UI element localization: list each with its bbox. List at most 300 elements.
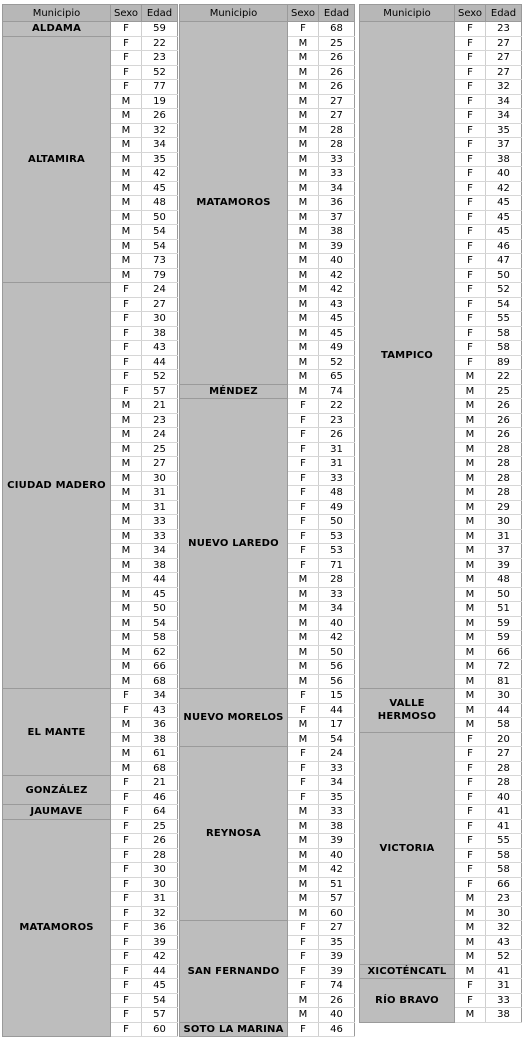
sexo-cell: M bbox=[111, 428, 142, 443]
edad-cell: 54 bbox=[142, 225, 178, 240]
edad-cell: 28 bbox=[486, 442, 522, 457]
edad-cell: 39 bbox=[319, 834, 355, 849]
sexo-cell: F bbox=[455, 65, 486, 80]
municipio-cell: MATAMOROS bbox=[3, 819, 111, 1037]
sexo-cell: M bbox=[288, 660, 319, 675]
sexo-cell: M bbox=[288, 863, 319, 878]
sexo-cell: F bbox=[288, 22, 319, 37]
edad-cell: 26 bbox=[319, 51, 355, 66]
sexo-cell: F bbox=[288, 935, 319, 950]
edad-cell: 51 bbox=[319, 877, 355, 892]
sexo-cell: F bbox=[455, 181, 486, 196]
sexo-cell: M bbox=[288, 805, 319, 820]
sexo-cell: F bbox=[455, 326, 486, 341]
sexo-cell: F bbox=[111, 355, 142, 370]
sexo-cell: M bbox=[288, 138, 319, 153]
sexo-cell: F bbox=[288, 486, 319, 501]
edad-cell: 53 bbox=[319, 529, 355, 544]
sexo-cell: M bbox=[455, 935, 486, 950]
edad-cell: 26 bbox=[319, 65, 355, 80]
sexo-cell: M bbox=[288, 384, 319, 399]
edad-cell: 57 bbox=[142, 384, 178, 399]
edad-cell: 32 bbox=[142, 123, 178, 138]
edad-cell: 26 bbox=[319, 428, 355, 443]
sexo-cell: F bbox=[455, 993, 486, 1008]
edad-cell: 25 bbox=[486, 384, 522, 399]
edad-cell: 45 bbox=[319, 312, 355, 327]
edad-cell: 64 bbox=[142, 805, 178, 820]
header-sexo: Sexo bbox=[455, 5, 486, 22]
sexo-cell: F bbox=[455, 877, 486, 892]
sexo-cell: M bbox=[455, 631, 486, 646]
edad-cell: 24 bbox=[142, 283, 178, 298]
edad-cell: 40 bbox=[319, 616, 355, 631]
edad-cell: 26 bbox=[486, 399, 522, 414]
edad-cell: 27 bbox=[142, 297, 178, 312]
sexo-cell: M bbox=[111, 631, 142, 646]
sexo-cell: F bbox=[111, 312, 142, 327]
edad-cell: 30 bbox=[142, 877, 178, 892]
edad-cell: 27 bbox=[319, 921, 355, 936]
sexo-cell: F bbox=[288, 703, 319, 718]
municipio-cell: GONZÁLEZ bbox=[3, 776, 111, 805]
municipio-cell: ALTAMIRA bbox=[3, 36, 111, 283]
sexo-cell: M bbox=[288, 848, 319, 863]
edad-cell: 55 bbox=[486, 834, 522, 849]
sexo-cell: M bbox=[111, 413, 142, 428]
sexo-cell: M bbox=[288, 674, 319, 689]
sexo-cell: F bbox=[111, 326, 142, 341]
edad-cell: 62 bbox=[142, 645, 178, 660]
table-row bbox=[180, 921, 355, 936]
edad-cell: 49 bbox=[319, 341, 355, 356]
edad-cell: 42 bbox=[319, 268, 355, 283]
edad-cell: 68 bbox=[142, 674, 178, 689]
edad-cell: 79 bbox=[142, 268, 178, 283]
table-body bbox=[3, 22, 178, 1037]
edad-cell: 15 bbox=[319, 689, 355, 704]
edad-cell: 54 bbox=[142, 993, 178, 1008]
sexo-cell: M bbox=[455, 602, 486, 617]
sexo-cell: M bbox=[111, 645, 142, 660]
edad-cell: 41 bbox=[486, 805, 522, 820]
edad-cell: 24 bbox=[142, 428, 178, 443]
edad-cell: 44 bbox=[319, 703, 355, 718]
edad-cell: 23 bbox=[142, 51, 178, 66]
edad-cell: 74 bbox=[319, 384, 355, 399]
sexo-cell: M bbox=[288, 370, 319, 385]
edad-cell: 46 bbox=[486, 239, 522, 254]
sexo-cell: F bbox=[455, 979, 486, 994]
sexo-cell: F bbox=[111, 935, 142, 950]
edad-cell: 26 bbox=[319, 80, 355, 95]
sexo-cell: F bbox=[111, 1008, 142, 1023]
sexo-cell: M bbox=[455, 573, 486, 588]
sexo-cell: M bbox=[455, 674, 486, 689]
sexo-cell: F bbox=[111, 979, 142, 994]
edad-cell: 38 bbox=[319, 225, 355, 240]
sexo-cell: F bbox=[455, 312, 486, 327]
edad-cell: 58 bbox=[486, 326, 522, 341]
edad-cell: 46 bbox=[142, 790, 178, 805]
municipio-cell: VALLE HERMOSO bbox=[360, 689, 455, 733]
sexo-cell: M bbox=[455, 399, 486, 414]
edad-cell: 40 bbox=[486, 167, 522, 182]
sexo-cell: M bbox=[288, 94, 319, 109]
sexo-cell: F bbox=[111, 790, 142, 805]
sexo-cell: M bbox=[288, 718, 319, 733]
sexo-cell: F bbox=[288, 979, 319, 994]
sexo-cell: M bbox=[288, 1008, 319, 1023]
sexo-cell: M bbox=[288, 123, 319, 138]
table-row bbox=[360, 689, 522, 704]
sexo-cell: F bbox=[288, 399, 319, 414]
edad-cell: 34 bbox=[142, 138, 178, 153]
edad-cell: 52 bbox=[319, 355, 355, 370]
edad-cell: 50 bbox=[319, 515, 355, 530]
table-row bbox=[180, 689, 355, 704]
sexo-cell: F bbox=[455, 80, 486, 95]
edad-cell: 43 bbox=[486, 935, 522, 950]
edad-cell: 20 bbox=[486, 732, 522, 747]
edad-cell: 43 bbox=[142, 341, 178, 356]
edad-cell: 27 bbox=[142, 457, 178, 472]
edad-cell: 52 bbox=[486, 283, 522, 298]
edad-cell: 52 bbox=[486, 950, 522, 965]
municipio-cell: EL MANTE bbox=[3, 689, 111, 776]
edad-cell: 46 bbox=[319, 1022, 355, 1037]
sexo-cell: F bbox=[288, 776, 319, 791]
edad-cell: 59 bbox=[486, 631, 522, 646]
header-edad: Edad bbox=[319, 5, 355, 22]
sexo-cell: M bbox=[111, 616, 142, 631]
edad-cell: 42 bbox=[486, 181, 522, 196]
sexo-cell: F bbox=[288, 515, 319, 530]
edad-cell: 44 bbox=[142, 573, 178, 588]
edad-cell: 66 bbox=[486, 877, 522, 892]
sexo-cell: M bbox=[288, 80, 319, 95]
edad-cell: 40 bbox=[319, 848, 355, 863]
sexo-cell: F bbox=[111, 384, 142, 399]
edad-cell: 50 bbox=[142, 210, 178, 225]
edad-cell: 66 bbox=[486, 645, 522, 660]
edad-cell: 17 bbox=[319, 718, 355, 733]
sexo-cell: M bbox=[288, 254, 319, 269]
edad-cell: 73 bbox=[142, 254, 178, 269]
edad-cell: 35 bbox=[319, 935, 355, 950]
sexo-cell: M bbox=[455, 384, 486, 399]
sexo-cell: M bbox=[455, 689, 486, 704]
edad-cell: 36 bbox=[142, 921, 178, 936]
edad-cell: 35 bbox=[142, 152, 178, 167]
sexo-cell: M bbox=[288, 152, 319, 167]
sexo-cell: M bbox=[111, 138, 142, 153]
sexo-cell: F bbox=[111, 877, 142, 892]
edad-cell: 48 bbox=[486, 573, 522, 588]
edad-cell: 45 bbox=[142, 181, 178, 196]
edad-cell: 33 bbox=[319, 761, 355, 776]
edad-cell: 60 bbox=[142, 1022, 178, 1037]
edad-cell: 54 bbox=[142, 239, 178, 254]
edad-cell: 49 bbox=[319, 500, 355, 515]
edad-cell: 22 bbox=[319, 399, 355, 414]
sexo-cell: F bbox=[288, 790, 319, 805]
sexo-cell: M bbox=[455, 892, 486, 907]
edad-cell: 58 bbox=[486, 718, 522, 733]
sexo-cell: M bbox=[111, 660, 142, 675]
edad-cell: 26 bbox=[142, 109, 178, 124]
sexo-cell: F bbox=[111, 1022, 142, 1037]
sexo-cell: M bbox=[288, 834, 319, 849]
sexo-cell: F bbox=[455, 848, 486, 863]
sexo-cell: F bbox=[288, 529, 319, 544]
edad-cell: 28 bbox=[486, 776, 522, 791]
table-row bbox=[3, 689, 178, 704]
edad-cell: 28 bbox=[486, 486, 522, 501]
sexo-cell: F bbox=[288, 747, 319, 762]
sexo-cell: F bbox=[111, 993, 142, 1008]
sexo-cell: F bbox=[455, 254, 486, 269]
sexo-cell: F bbox=[111, 297, 142, 312]
municipio-cell: TAMPICO bbox=[360, 22, 455, 689]
sexo-cell: F bbox=[111, 950, 142, 965]
edad-cell: 68 bbox=[142, 761, 178, 776]
edad-cell: 26 bbox=[486, 413, 522, 428]
edad-cell: 52 bbox=[142, 65, 178, 80]
table-row bbox=[3, 283, 178, 298]
header-edad: Edad bbox=[486, 5, 522, 22]
table-row bbox=[360, 979, 522, 994]
edad-cell: 33 bbox=[319, 471, 355, 486]
edad-cell: 31 bbox=[486, 529, 522, 544]
sexo-cell: M bbox=[288, 283, 319, 298]
sexo-cell: M bbox=[455, 544, 486, 559]
edad-cell: 39 bbox=[486, 558, 522, 573]
municipio-cell: SAN FERNANDO bbox=[180, 921, 288, 1023]
edad-cell: 23 bbox=[142, 413, 178, 428]
sexo-cell: M bbox=[288, 355, 319, 370]
edad-cell: 39 bbox=[319, 239, 355, 254]
edad-cell: 48 bbox=[142, 196, 178, 211]
edad-cell: 33 bbox=[319, 152, 355, 167]
sexo-cell: M bbox=[111, 196, 142, 211]
edad-cell: 31 bbox=[142, 486, 178, 501]
sexo-cell: F bbox=[111, 906, 142, 921]
sexo-cell: M bbox=[288, 225, 319, 240]
edad-cell: 42 bbox=[319, 283, 355, 298]
sexo-cell: F bbox=[111, 776, 142, 791]
sexo-cell: F bbox=[288, 500, 319, 515]
sexo-cell: M bbox=[455, 616, 486, 631]
edad-cell: 31 bbox=[319, 457, 355, 472]
header-sexo: Sexo bbox=[288, 5, 319, 22]
sexo-cell: M bbox=[455, 442, 486, 457]
sexo-cell: M bbox=[455, 1008, 486, 1023]
sexo-cell: M bbox=[111, 761, 142, 776]
municipio-cell: XICOTÉNCATL bbox=[360, 964, 455, 979]
sexo-cell: M bbox=[455, 921, 486, 936]
edad-cell: 58 bbox=[486, 848, 522, 863]
edad-cell: 35 bbox=[319, 790, 355, 805]
edad-cell: 43 bbox=[319, 297, 355, 312]
edad-cell: 50 bbox=[319, 645, 355, 660]
sexo-cell: F bbox=[455, 268, 486, 283]
sexo-cell: M bbox=[111, 558, 142, 573]
edad-cell: 60 bbox=[319, 906, 355, 921]
edad-cell: 45 bbox=[486, 196, 522, 211]
edad-cell: 30 bbox=[142, 863, 178, 878]
municipio-cell: MÉNDEZ bbox=[180, 384, 288, 399]
edad-cell: 33 bbox=[319, 805, 355, 820]
table-row bbox=[180, 1022, 355, 1037]
sexo-cell: M bbox=[455, 413, 486, 428]
edad-cell: 57 bbox=[142, 1008, 178, 1023]
municipio-cell: CIUDAD MADERO bbox=[3, 283, 111, 689]
edad-cell: 21 bbox=[142, 399, 178, 414]
header-municipio: Municipio bbox=[180, 5, 288, 22]
sexo-cell: F bbox=[455, 297, 486, 312]
edad-cell: 58 bbox=[142, 631, 178, 646]
table-row bbox=[360, 732, 522, 747]
sexo-cell: M bbox=[455, 964, 486, 979]
sexo-cell: M bbox=[111, 529, 142, 544]
edad-cell: 35 bbox=[486, 123, 522, 138]
sexo-cell: F bbox=[288, 964, 319, 979]
edad-cell: 27 bbox=[486, 65, 522, 80]
edad-cell: 44 bbox=[486, 703, 522, 718]
table-row bbox=[3, 819, 178, 834]
sexo-cell: M bbox=[288, 297, 319, 312]
edad-cell: 34 bbox=[319, 602, 355, 617]
edad-cell: 31 bbox=[142, 500, 178, 515]
edad-cell: 34 bbox=[142, 689, 178, 704]
sexo-cell: F bbox=[455, 167, 486, 182]
sexo-cell: M bbox=[288, 196, 319, 211]
table-row bbox=[360, 964, 522, 979]
edad-cell: 23 bbox=[319, 413, 355, 428]
sexo-cell: F bbox=[111, 892, 142, 907]
edad-cell: 37 bbox=[486, 138, 522, 153]
edad-cell: 40 bbox=[319, 254, 355, 269]
municipio-cell: MATAMOROS bbox=[180, 22, 288, 385]
sexo-cell: F bbox=[455, 210, 486, 225]
sexo-cell: M bbox=[111, 123, 142, 138]
sexo-cell: F bbox=[111, 341, 142, 356]
sexo-cell: M bbox=[288, 573, 319, 588]
sexo-cell: M bbox=[111, 254, 142, 269]
edad-cell: 42 bbox=[142, 950, 178, 965]
sexo-cell: M bbox=[111, 181, 142, 196]
edad-cell: 57 bbox=[319, 892, 355, 907]
edad-cell: 19 bbox=[142, 94, 178, 109]
sexo-cell: M bbox=[455, 703, 486, 718]
table-middle bbox=[179, 4, 355, 1037]
sexo-cell: F bbox=[455, 863, 486, 878]
sexo-cell: F bbox=[455, 152, 486, 167]
edad-cell: 25 bbox=[142, 819, 178, 834]
edad-cell: 30 bbox=[486, 515, 522, 530]
sexo-cell: M bbox=[455, 587, 486, 602]
edad-cell: 38 bbox=[142, 558, 178, 573]
sexo-cell: M bbox=[111, 94, 142, 109]
edad-cell: 56 bbox=[319, 660, 355, 675]
table-row bbox=[3, 36, 178, 51]
edad-cell: 71 bbox=[319, 558, 355, 573]
edad-cell: 50 bbox=[142, 602, 178, 617]
sexo-cell: F bbox=[455, 196, 486, 211]
sexo-cell: F bbox=[111, 805, 142, 820]
edad-cell: 26 bbox=[486, 428, 522, 443]
sexo-cell: F bbox=[455, 22, 486, 37]
sexo-cell: M bbox=[288, 181, 319, 196]
sexo-cell: M bbox=[288, 892, 319, 907]
sexo-cell: F bbox=[288, 471, 319, 486]
edad-cell: 33 bbox=[486, 993, 522, 1008]
sexo-cell: M bbox=[111, 718, 142, 733]
edad-cell: 38 bbox=[142, 732, 178, 747]
edad-cell: 29 bbox=[486, 500, 522, 515]
edad-cell: 54 bbox=[319, 732, 355, 747]
header-sexo: Sexo bbox=[111, 5, 142, 22]
edad-cell: 41 bbox=[486, 819, 522, 834]
sexo-cell: M bbox=[111, 515, 142, 530]
sexo-cell: M bbox=[455, 500, 486, 515]
edad-cell: 30 bbox=[486, 689, 522, 704]
edad-cell: 33 bbox=[319, 167, 355, 182]
edad-cell: 28 bbox=[319, 573, 355, 588]
sexo-cell: F bbox=[288, 442, 319, 457]
edad-cell: 40 bbox=[486, 790, 522, 805]
edad-cell: 23 bbox=[486, 892, 522, 907]
sexo-cell: F bbox=[288, 689, 319, 704]
edad-cell: 52 bbox=[142, 370, 178, 385]
edad-cell: 38 bbox=[142, 326, 178, 341]
edad-cell: 72 bbox=[486, 660, 522, 675]
edad-cell: 34 bbox=[486, 109, 522, 124]
edad-cell: 27 bbox=[486, 51, 522, 66]
municipio-cell: REYNOSA bbox=[180, 747, 288, 921]
edad-cell: 47 bbox=[486, 254, 522, 269]
sexo-cell: F bbox=[288, 413, 319, 428]
edad-cell: 38 bbox=[486, 152, 522, 167]
edad-cell: 32 bbox=[486, 921, 522, 936]
edad-cell: 38 bbox=[319, 819, 355, 834]
edad-cell: 27 bbox=[486, 747, 522, 762]
edad-cell: 34 bbox=[486, 94, 522, 109]
sexo-cell: M bbox=[111, 239, 142, 254]
edad-cell: 48 bbox=[319, 486, 355, 501]
sexo-cell: M bbox=[288, 732, 319, 747]
sexo-cell: M bbox=[111, 486, 142, 501]
sexo-cell: F bbox=[455, 761, 486, 776]
edad-cell: 45 bbox=[319, 326, 355, 341]
edad-cell: 28 bbox=[486, 457, 522, 472]
edad-cell: 45 bbox=[486, 225, 522, 240]
sexo-cell: F bbox=[455, 51, 486, 66]
edad-cell: 56 bbox=[319, 674, 355, 689]
sexo-cell: M bbox=[111, 268, 142, 283]
edad-cell: 43 bbox=[142, 703, 178, 718]
edad-cell: 31 bbox=[142, 892, 178, 907]
header-municipio: Municipio bbox=[3, 5, 111, 22]
sexo-cell: F bbox=[288, 558, 319, 573]
table-row bbox=[180, 399, 355, 414]
sexo-cell: M bbox=[288, 341, 319, 356]
edad-cell: 39 bbox=[319, 964, 355, 979]
sexo-cell: M bbox=[288, 326, 319, 341]
sexo-cell: M bbox=[111, 442, 142, 457]
sexo-cell: M bbox=[111, 587, 142, 602]
